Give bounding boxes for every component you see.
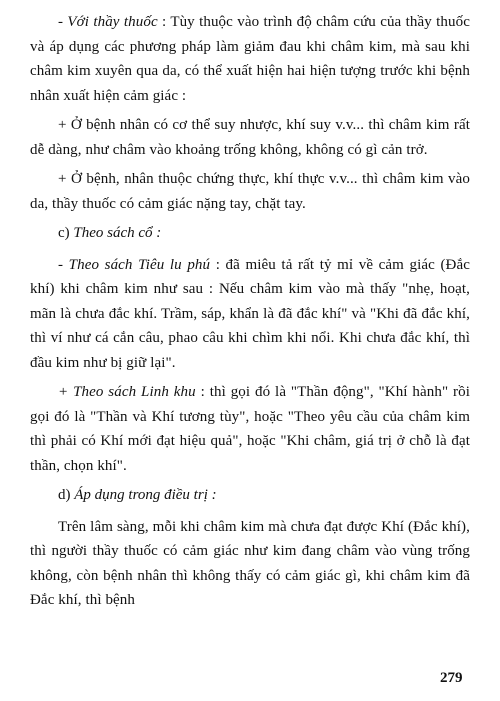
paragraph-doctor — [30, 10, 470, 108]
section-heading-d-title: Áp dụng trong điều trị : — [74, 487, 217, 503]
document-page — [30, 10, 470, 618]
paragraph-clinical: Trên lâm sàng, mỗi khi châm kim mà chưa đạt được Khí (Đắc khí), thì người thầy thuốc có cảm giác như kim đang châm vào vùng trống không, còn bệnh nhân thì không thấy có cảm giác gì, khi châm kim đã Đắc khí, thì bệnh — [30, 518, 470, 608]
paragraph-tieu-lu-phu-lead: - Theo sách Tiêu lu phú — [58, 256, 211, 273]
paragraph-linh-khu — [30, 380, 470, 478]
paragraph-tieu-lu-phu-text: : đã miêu tả rất tỷ mỉ về cảm giác (Đắc khí) khi châm kim như sau : Nếu châm kim vào mà thấy "nhẹ, hoạt, mãn là chưa đắc khí. Trầm, sáp, khẩn là đã đắc khí" và "Khi đã đắc khí, thì ví như cá cắn câu, phao câu khi chìm khi nổi. Khi chưa đắc khí, thì đầu kim như bị giữ lại". — [30, 256, 470, 371]
paragraph-tieu-lu-phu — [30, 253, 470, 376]
section-heading-d-number: d) — [58, 487, 75, 503]
section-heading-c — [30, 221, 470, 246]
paragraph-doctor-text: : Tùy thuộc vào trình độ châm cứu của thầy thuốc và áp dụng các phương pháp làm giảm đau khi châm kim, mà sau khi châm kim xuyên qua da, có thể xuất hiện hai hiện tượng trước khi bệnh nhân xuất hiện cảm giác : — [30, 14, 470, 104]
section-heading-c-title: Theo sách cổ : — [73, 225, 162, 241]
paragraph-excess-patient: + Ở bệnh, nhân thuộc chứng thực, khí thực v.v... thì châm kim vào da, thầy thuốc có cảm giác nặng tay, chặt tay. — [30, 171, 470, 212]
page-number: 279 — [440, 670, 463, 686]
section-heading-d — [30, 483, 470, 508]
paragraph-linh-khu-text: : thì gọi đó là "Thần động", "Khí hành" rồi gọi đó là "Thần và Khí tương tùy", hoặc "Theo yêu cầu của châm kim thì phải có Khí mới đạt hiệu quả", hoặc "Khi châm, giá trị ở chỗ là đạt thần, chọn khí". — [30, 384, 470, 474]
paragraph-weak-patient: + Ở bệnh nhân có cơ thể suy nhược, khí suy v.v... thì châm kim rất dễ dàng, như châm vào khoảng trống không, không có gì cản trở. — [30, 117, 470, 158]
section-heading-c-number: c) — [58, 225, 74, 241]
paragraph-linh-khu-lead: + Theo sách Linh khu — [58, 384, 196, 400]
paragraph-doctor-lead: - Với thầy thuốc — [58, 14, 158, 30]
